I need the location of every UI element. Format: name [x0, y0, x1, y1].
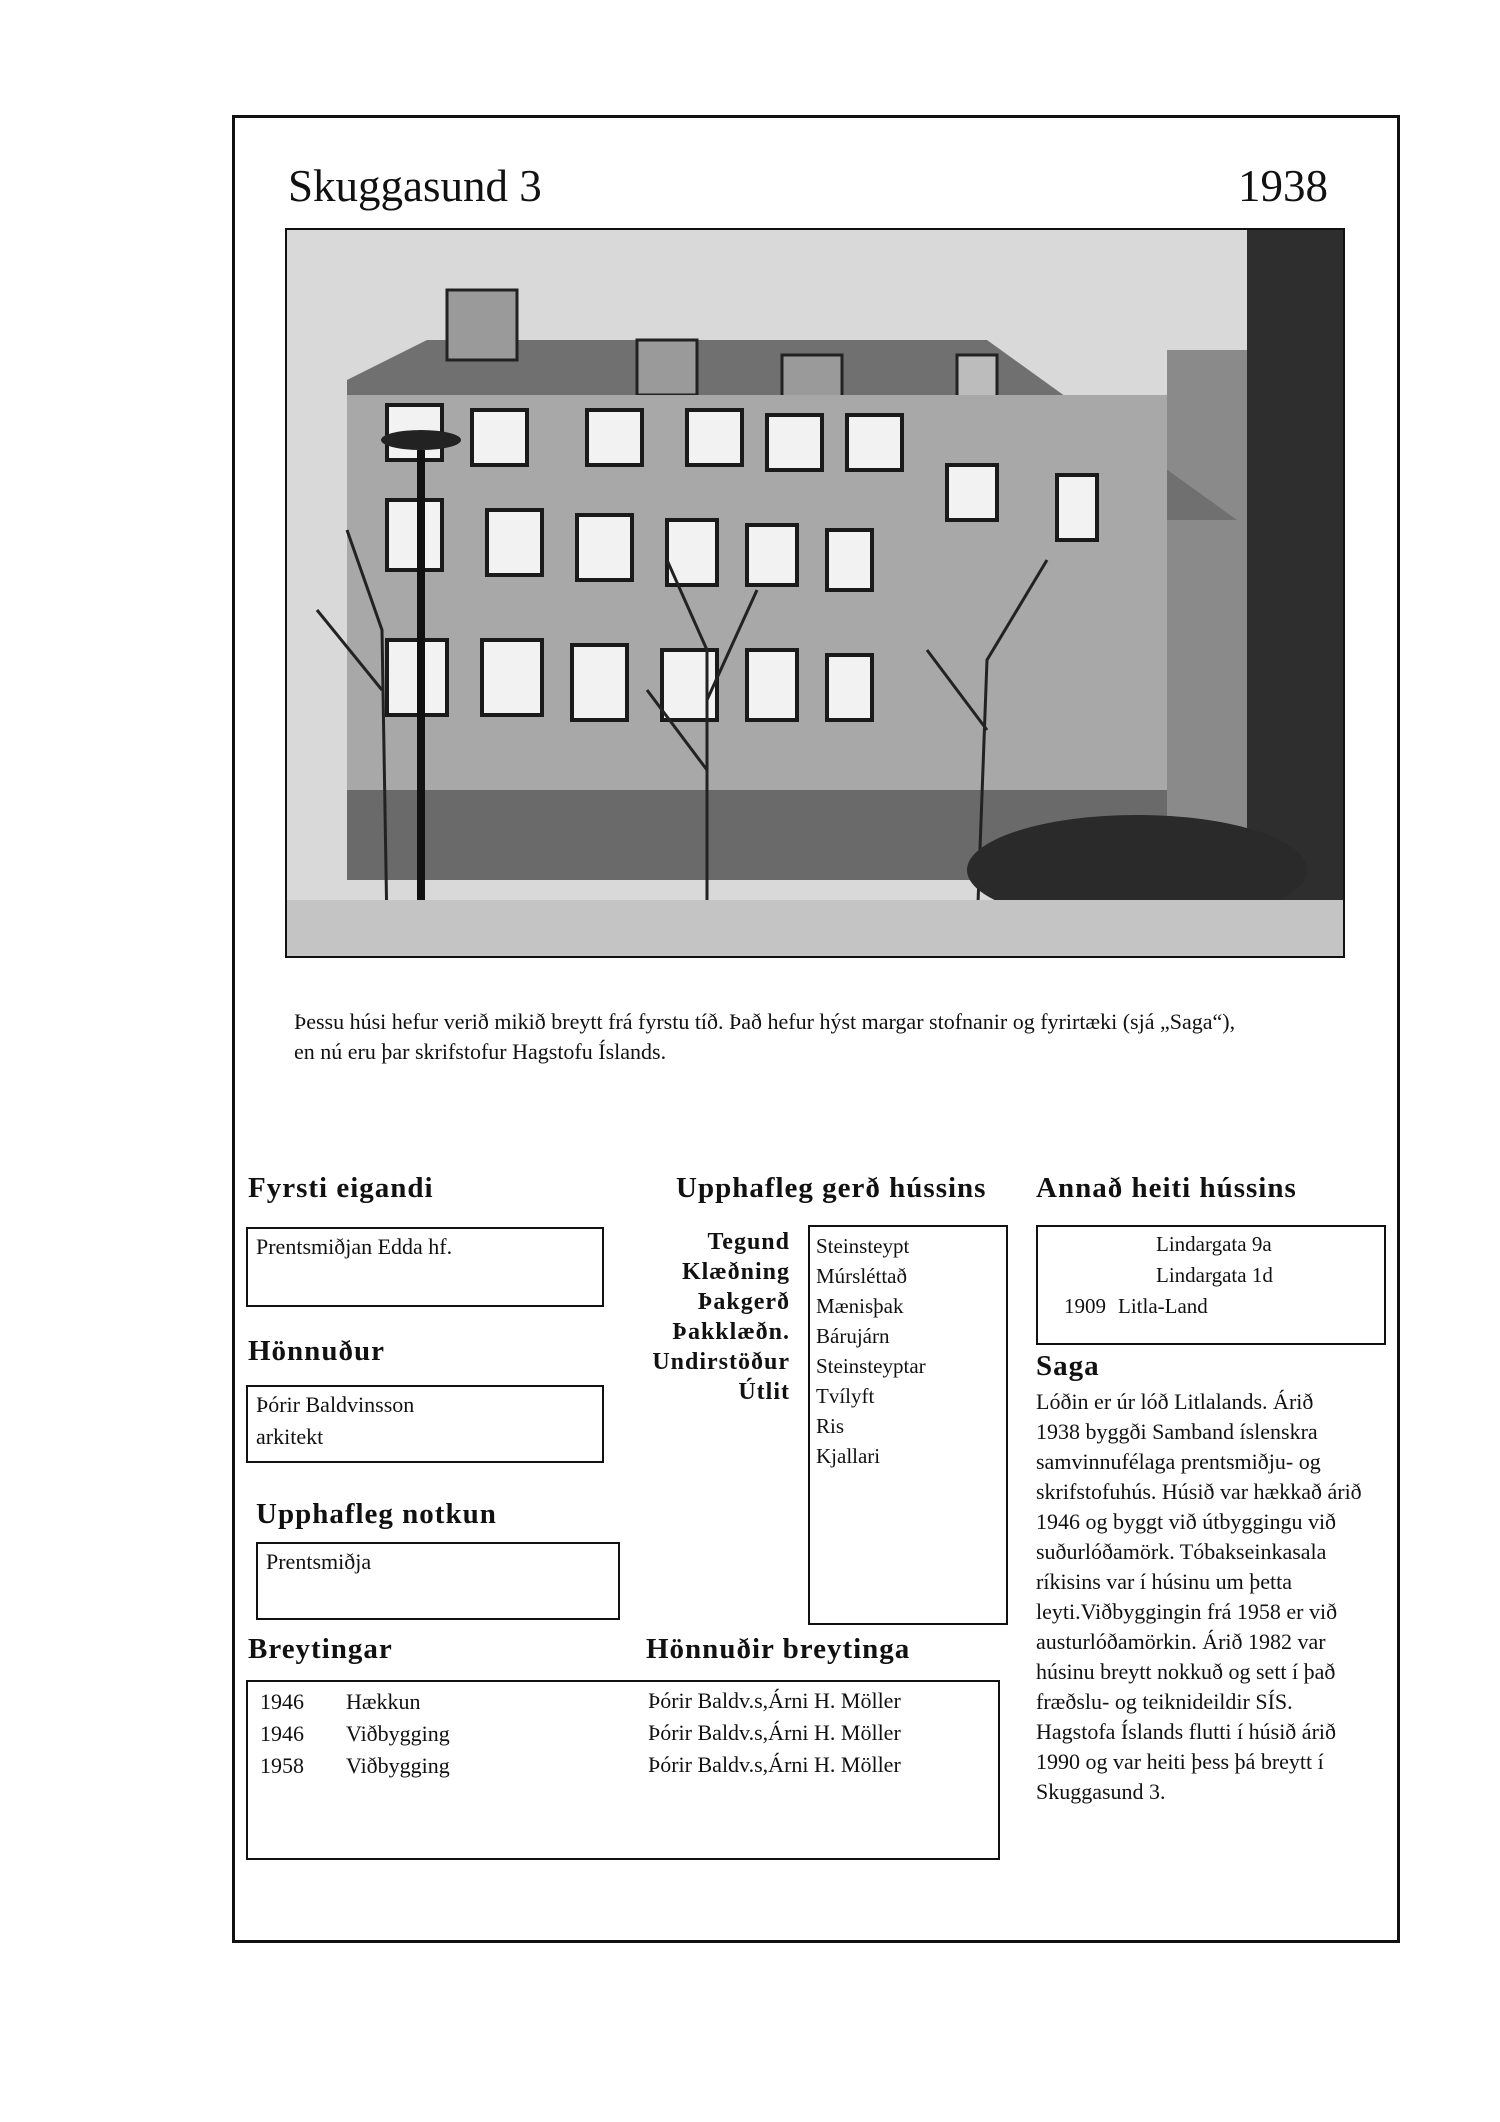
caption-line: Þessu húsi hefur verið mikið breytt frá fyrstu tíð. Það hefur hýst margar stofnanir og fyrirtæki (sjá „Saga“), — [294, 1009, 1236, 1034]
designer-box — [246, 1385, 604, 1463]
changes-heading: Breytingar — [248, 1633, 393, 1665]
caption-line: en nú eru þar skrifstofur Hagstofu Íslands. — [294, 1039, 667, 1064]
original-type-heading: Upphafleg gerð hússins — [676, 1172, 987, 1204]
saga-line: leyti.Viðbyggingin frá 1958 er við — [1036, 1599, 1338, 1624]
saga-line: suðurlóðamörk. Tóbakseinkasala — [1036, 1539, 1327, 1564]
saga-line: fræðslu- og teiknideildir SÍS. — [1036, 1689, 1293, 1714]
saga-text — [1036, 1387, 1416, 1807]
other-name-row — [1038, 1291, 1384, 1322]
original-use-box — [256, 1542, 620, 1620]
other-names-box — [1036, 1225, 1386, 1345]
foundation-value: Steinsteyptar — [816, 1354, 926, 1378]
roof-type-value: Mænisþak — [816, 1294, 904, 1318]
roof-type-label: Þakgerð — [697, 1289, 790, 1315]
other-name-year — [1038, 1260, 1118, 1291]
appearance-label: Útlit — [738, 1379, 790, 1405]
other-name-value: Litla-Land — [1118, 1294, 1208, 1318]
change-designer: Þórir Baldv.s,Árni H. Möller — [648, 1752, 901, 1777]
foundation-label: Undirstöður — [652, 1349, 790, 1375]
change-description: Hækkun — [346, 1689, 421, 1714]
original-use-heading: Upphafleg notkun — [256, 1498, 497, 1530]
change-description: Viðbygging — [346, 1721, 450, 1746]
original-type-labels — [648, 1227, 790, 1407]
change-year: 1946 — [260, 1689, 304, 1714]
designer-line: Þórir Baldvinsson — [256, 1392, 415, 1417]
saga-line: 1990 og var heiti þess þá breytt í — [1036, 1749, 1324, 1774]
saga-line: austurlóðamörkin. Árið 1982 var — [1036, 1629, 1326, 1654]
cladding-value: Múrsléttað — [816, 1264, 907, 1288]
change-year: 1958 — [260, 1753, 304, 1778]
saga-line: húsinu breytt nokkuð og sett í það — [1036, 1659, 1336, 1684]
other-name-year: 1909 — [1064, 1294, 1106, 1318]
appearance-value: Kjallari — [816, 1444, 881, 1468]
original-type-values — [808, 1225, 1008, 1625]
other-name-year — [1038, 1229, 1118, 1260]
saga-line: 1938 byggði Samband íslenskra — [1036, 1419, 1318, 1444]
saga-line: 1946 og byggt við útbyggingu við — [1036, 1509, 1337, 1534]
first-owner-heading: Fyrsti eigandi — [248, 1172, 434, 1204]
saga-line: samvinnufélaga prentsmiðju- og — [1036, 1449, 1321, 1474]
other-name-row — [1038, 1227, 1384, 1260]
saga-line: Hagstofa Íslands flutti í húsið árið — [1036, 1719, 1337, 1744]
original-use-value: Prentsmiðja — [266, 1549, 372, 1574]
photo-caption — [294, 1007, 1354, 1067]
change-designer: Þórir Baldv.s,Árni H. Möller — [648, 1720, 901, 1745]
saga-line: ríkisins var í húsinu um þetta — [1036, 1569, 1293, 1594]
designer-heading: Hönnuður — [248, 1335, 385, 1367]
saga-heading: Saga — [1036, 1350, 1100, 1382]
other-name-value: Lindargata 9a — [1156, 1232, 1272, 1256]
change-designers-heading: Hönnuðir breytinga — [646, 1633, 911, 1665]
year-title: 1938 — [1238, 161, 1328, 211]
designer-line: arkitekt — [256, 1424, 324, 1449]
change-year: 1946 — [260, 1721, 304, 1746]
other-name-row — [1038, 1260, 1384, 1291]
type-value: Steinsteypt — [816, 1234, 910, 1258]
saga-line: skrifstofuhús. Húsið var hækkað árið — [1036, 1479, 1362, 1504]
saga-line: Skuggasund 3. — [1036, 1779, 1166, 1804]
other-names-heading: Annað heiti hússins — [1036, 1172, 1297, 1204]
appearance-value: Ris — [816, 1414, 845, 1438]
cladding-label: Klæðning — [681, 1259, 790, 1285]
type-label: Tegund — [707, 1229, 790, 1255]
appearance-value: Tvílyft — [816, 1384, 875, 1408]
roof-cladding-value: Bárujárn — [816, 1324, 890, 1348]
change-description: Viðbygging — [346, 1753, 450, 1778]
other-name-value: Lindargata 1d — [1156, 1263, 1273, 1287]
first-owner-value: Prentsmiðjan Edda hf. — [256, 1234, 453, 1259]
change-designer: Þórir Baldv.s,Árni H. Möller — [648, 1688, 901, 1713]
roof-cladding-label: Þakklæðn. — [672, 1319, 790, 1345]
change-designers — [648, 1685, 901, 1781]
address-title: Skuggasund 3 — [288, 161, 542, 211]
saga-line: Lóðin er úr lóð Litlalands. Árið — [1036, 1389, 1314, 1414]
building-photo — [285, 228, 1345, 958]
first-owner-box — [246, 1227, 604, 1307]
